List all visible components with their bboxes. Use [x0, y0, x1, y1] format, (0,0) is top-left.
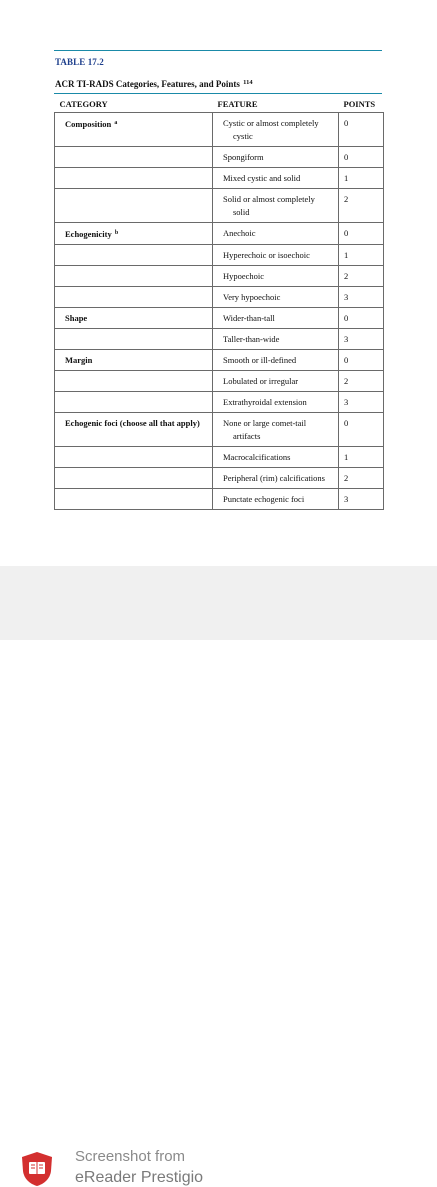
- feature-cell: [213, 413, 339, 447]
- feature-label: Extrathyroidal extension: [223, 397, 307, 407]
- table-row: [55, 287, 384, 308]
- table-row: [55, 489, 384, 510]
- feature-label: Hypoechoic: [223, 271, 265, 281]
- feature-label: Anechoic: [223, 228, 256, 238]
- table-row: [55, 245, 384, 266]
- points-cell: 3: [339, 489, 384, 510]
- tirads-table: [54, 96, 384, 510]
- feature-label: Smooth or ill-defined: [223, 355, 297, 365]
- footer-line-2: eReader Prestigio: [75, 1169, 204, 1186]
- feature-cell: [213, 489, 339, 510]
- feature-label: Lobulated or irregular: [223, 376, 299, 386]
- category-cell: [55, 308, 213, 329]
- feature-cell: [213, 350, 339, 371]
- category-cell: [55, 189, 213, 223]
- feature-cell: [213, 287, 339, 308]
- points-cell: 2: [339, 266, 384, 287]
- category-cell: [55, 329, 213, 350]
- feature-label: Very hypoechoic: [223, 292, 281, 302]
- points-cell: 3: [339, 287, 384, 308]
- table-row: [55, 189, 384, 223]
- category-footnote-marker: a: [114, 120, 118, 126]
- caption-reference: 114: [243, 79, 253, 86]
- header-points: POINTS: [339, 96, 384, 113]
- caption-rule: [54, 93, 382, 94]
- table-row: [55, 371, 384, 392]
- header-feature: FEATURE: [213, 96, 339, 113]
- points-cell: 2: [339, 371, 384, 392]
- feature-label: Spongiform: [223, 152, 264, 162]
- category-cell: [55, 371, 213, 392]
- category-cell: [55, 350, 213, 371]
- footer-bar: [0, 566, 437, 1186]
- points-cell: 0: [339, 113, 384, 147]
- document-page: [0, 0, 437, 566]
- table-row: [55, 468, 384, 489]
- footer-line-1: Screenshot from: [75, 1148, 186, 1165]
- points-cell: 0: [339, 350, 384, 371]
- category-label: Echogenicity $^b$: [65, 229, 119, 239]
- feature-cell: [213, 168, 339, 189]
- table-header-row: [55, 96, 384, 113]
- feature-cell: [213, 329, 339, 350]
- feature-label: Hyperechoic or isoechoic: [223, 250, 310, 260]
- category-cell: [55, 168, 213, 189]
- points-cell: 1: [339, 447, 384, 468]
- category-cell: [55, 223, 213, 245]
- shield-book-icon: [20, 1151, 54, 1187]
- header-category: CATEGORY: [55, 96, 213, 113]
- category-label: Margin: [65, 355, 93, 365]
- feature-label: Taller-than-wide: [223, 334, 280, 344]
- category-cell: [55, 392, 213, 413]
- category-label: Shape: [65, 313, 88, 323]
- feature-cell: [213, 223, 339, 245]
- category-cell: [55, 287, 213, 308]
- table-row: [55, 266, 384, 287]
- table-row: [55, 147, 384, 168]
- table-row: [55, 223, 384, 245]
- table-row: [55, 308, 384, 329]
- feature-label: Cystic or almost completely cystic: [223, 118, 319, 141]
- points-cell: 0: [339, 413, 384, 447]
- category-footnote-marker: b: [114, 230, 119, 236]
- points-cell: 1: [339, 168, 384, 189]
- points-cell: 2: [339, 189, 384, 223]
- points-cell: 1: [339, 245, 384, 266]
- points-cell: 0: [339, 223, 384, 245]
- category-cell: [55, 147, 213, 168]
- table-row: [55, 392, 384, 413]
- table-row: [55, 447, 384, 468]
- table-row: [55, 168, 384, 189]
- feature-cell: [213, 113, 339, 147]
- feature-label: Wider-than-tall: [223, 313, 275, 323]
- feature-label: Mixed cystic and solid: [223, 173, 301, 183]
- table-row: [55, 413, 384, 447]
- caption-text: ACR TI-RADS Categories, Features, and Points: [55, 79, 240, 89]
- points-cell: 0: [339, 147, 384, 168]
- feature-label: Punctate echogenic foci: [223, 494, 305, 504]
- top-rule: [54, 50, 382, 51]
- points-cell: 2: [339, 468, 384, 489]
- feature-cell: [213, 308, 339, 329]
- table-row: [55, 113, 384, 147]
- category-cell: [55, 113, 213, 147]
- category-label: Composition $^a$: [65, 119, 118, 129]
- feature-label: Macrocalcifications: [223, 452, 291, 462]
- table-caption: [55, 79, 253, 89]
- category-cell: [55, 447, 213, 468]
- category-cell: [55, 266, 213, 287]
- feature-label: None or large comet-tail artifacts: [223, 418, 307, 441]
- category-cell: [55, 489, 213, 510]
- points-cell: 3: [339, 329, 384, 350]
- points-cell: 0: [339, 308, 384, 329]
- table-row: [55, 350, 384, 371]
- category-label: Echogenic foci (choose all that apply): [65, 418, 200, 428]
- feature-label: Peripheral (rim) calcifications: [223, 473, 325, 483]
- feature-cell: [213, 468, 339, 489]
- category-cell: [55, 413, 213, 447]
- table-label: TABLE 17.2: [55, 57, 104, 67]
- category-cell: [55, 245, 213, 266]
- feature-cell: [213, 147, 339, 168]
- table-row: [55, 329, 384, 350]
- feature-cell: [213, 371, 339, 392]
- feature-cell: [213, 266, 339, 287]
- feature-cell: [213, 189, 339, 223]
- category-cell: [55, 468, 213, 489]
- feature-cell: [213, 392, 339, 413]
- feature-cell: [213, 245, 339, 266]
- feature-cell: [213, 447, 339, 468]
- feature-label: Solid or almost completely solid: [223, 194, 315, 217]
- points-cell: 3: [339, 392, 384, 413]
